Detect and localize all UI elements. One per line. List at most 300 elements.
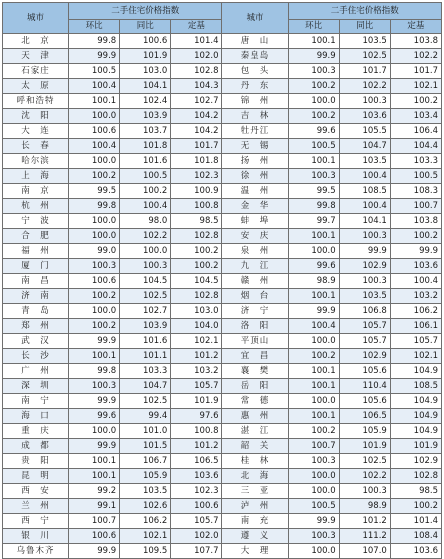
right-base-cell: 104.4: [390, 139, 441, 154]
left-mom-cell: 100.4: [69, 139, 120, 154]
left-base-cell: 102.3: [171, 169, 222, 184]
right-city-cell: 扬 州: [222, 154, 288, 169]
left-mom-cell: 100.3: [69, 379, 120, 394]
table-row: [3, 49, 442, 64]
right-yoy-cell: 103.5: [339, 34, 390, 49]
right-yoy-cell: 105.5: [339, 124, 390, 139]
table-row: [3, 544, 442, 559]
right-city-cell: 洛 阳: [222, 319, 288, 334]
table-row: [3, 289, 442, 304]
left-mom-cell: 99.9: [69, 49, 120, 64]
left-city-cell: 西 宁: [3, 514, 69, 529]
right-yoy-cell: 101.7: [339, 64, 390, 79]
right-city-cell: 唐 山: [222, 34, 288, 49]
left-mom-cell: 100.1: [69, 349, 120, 364]
left-mom-cell: 99.9: [69, 439, 120, 454]
left-city-cell: 上 海: [3, 169, 69, 184]
right-city-cell: 南 充: [222, 514, 288, 529]
left-yoy-cell: 100.0: [120, 244, 171, 259]
left-base-cell: 98.5: [171, 214, 222, 229]
header-index-left: 二手住宅价格指数: [69, 3, 222, 20]
left-mom-cell: 99.5: [69, 184, 120, 199]
left-mom-cell: 100.1: [69, 94, 120, 109]
left-city-cell: 哈尔滨: [3, 154, 69, 169]
left-city-cell: 大 连: [3, 124, 69, 139]
left-base-cell: 102.8: [171, 229, 222, 244]
header-base-right: 定基: [390, 20, 441, 34]
right-yoy-cell: 101.2: [339, 514, 390, 529]
table-row: [3, 454, 442, 469]
right-yoy-cell: 102.9: [339, 349, 390, 364]
right-mom-cell: 99.6: [288, 124, 339, 139]
table-body: [3, 34, 442, 559]
left-mom-cell: 99.8: [69, 199, 120, 214]
left-yoy-cell: 101.0: [120, 424, 171, 439]
table-row: [3, 169, 442, 184]
right-yoy-cell: 110.4: [339, 379, 390, 394]
table-row: [3, 529, 442, 544]
right-base-cell: 103.6: [390, 259, 441, 274]
header-yoy-left: 同比: [120, 20, 171, 34]
right-yoy-cell: 105.6: [339, 394, 390, 409]
right-base-cell: 104.9: [390, 424, 441, 439]
right-city-cell: 韶 关: [222, 439, 288, 454]
left-base-cell: 104.5: [171, 274, 222, 289]
left-city-cell: 石家庄: [3, 64, 69, 79]
right-city-cell: 三 亚: [222, 484, 288, 499]
right-yoy-cell: 100.4: [339, 169, 390, 184]
right-mom-cell: 100.3: [288, 454, 339, 469]
table-row: [3, 34, 442, 49]
right-city-cell: 徐 州: [222, 169, 288, 184]
right-city-cell: 平顶山: [222, 334, 288, 349]
table-row: [3, 214, 442, 229]
right-city-cell: 温 州: [222, 184, 288, 199]
left-base-cell: 102.0: [171, 529, 222, 544]
left-city-cell: 西 安: [3, 484, 69, 499]
left-city-cell: 济 南: [3, 289, 69, 304]
header-city-left: 城市: [3, 3, 69, 34]
left-city-cell: 厦 门: [3, 259, 69, 274]
left-city-cell: 合 肥: [3, 229, 69, 244]
left-base-cell: 97.6: [171, 409, 222, 424]
right-mom-cell: 100.5: [288, 499, 339, 514]
right-base-cell: 100.5: [390, 169, 441, 184]
left-mom-cell: 100.0: [69, 214, 120, 229]
right-city-cell: 泉 州: [222, 244, 288, 259]
left-yoy-cell: 98.0: [120, 214, 171, 229]
right-yoy-cell: 105.7: [339, 319, 390, 334]
table-row: [3, 424, 442, 439]
right-city-cell: 桂 林: [222, 454, 288, 469]
right-yoy-cell: 100.3: [339, 229, 390, 244]
right-base-cell: 102.2: [390, 49, 441, 64]
right-base-cell: 100.2: [390, 229, 441, 244]
left-mom-cell: 99.9: [69, 394, 120, 409]
left-yoy-cell: 102.4: [120, 94, 171, 109]
header-index-right: 二手住宅价格指数: [288, 3, 441, 20]
right-yoy-cell: 102.2: [339, 469, 390, 484]
right-city-cell: 常 德: [222, 394, 288, 409]
left-mom-cell: 100.2: [69, 289, 120, 304]
left-mom-cell: 100.6: [69, 529, 120, 544]
right-mom-cell: 100.7: [288, 439, 339, 454]
right-city-cell: 襄 樊: [222, 364, 288, 379]
right-yoy-cell: 105.9: [339, 424, 390, 439]
table-row: [3, 364, 442, 379]
right-yoy-cell: 100.3: [339, 484, 390, 499]
right-base-cell: 105.7: [390, 334, 441, 349]
left-city-cell: 乌鲁木齐: [3, 544, 69, 559]
right-base-cell: 104.9: [390, 394, 441, 409]
right-city-cell: 吉 林: [222, 109, 288, 124]
right-yoy-cell: 98.9: [339, 499, 390, 514]
left-yoy-cell: 104.5: [120, 274, 171, 289]
right-mom-cell: 100.0: [288, 94, 339, 109]
left-city-cell: 北 京: [3, 34, 69, 49]
left-yoy-cell: 106.7: [120, 454, 171, 469]
left-yoy-cell: 106.2: [120, 514, 171, 529]
right-mom-cell: 99.6: [288, 259, 339, 274]
left-city-cell: 沈 阳: [3, 109, 69, 124]
left-yoy-cell: 104.7: [120, 379, 171, 394]
header-mom-right: 环比: [288, 20, 339, 34]
right-mom-cell: 100.3: [288, 64, 339, 79]
table-row: [3, 484, 442, 499]
right-yoy-cell: 99.9: [339, 244, 390, 259]
right-mom-cell: 100.1: [288, 364, 339, 379]
left-mom-cell: 100.1: [69, 469, 120, 484]
right-city-cell: 岳 阳: [222, 379, 288, 394]
left-city-cell: 武 汉: [3, 334, 69, 349]
right-base-cell: 103.4: [390, 109, 441, 124]
right-yoy-cell: 100.4: [339, 199, 390, 214]
left-city-cell: 银 川: [3, 529, 69, 544]
left-yoy-cell: 101.6: [120, 154, 171, 169]
right-base-cell: 108.3: [390, 184, 441, 199]
right-mom-cell: 99.8: [288, 199, 339, 214]
table-row: [3, 334, 442, 349]
left-city-cell: 长 沙: [3, 349, 69, 364]
table-row: [3, 499, 442, 514]
left-city-cell: 成 都: [3, 439, 69, 454]
right-yoy-cell: 104.1: [339, 214, 390, 229]
right-city-cell: 赣 州: [222, 274, 288, 289]
right-base-cell: 101.7: [390, 64, 441, 79]
left-city-cell: 海 口: [3, 409, 69, 424]
right-yoy-cell: 111.2: [339, 529, 390, 544]
right-base-cell: 106.1: [390, 319, 441, 334]
right-city-cell: 蚌 埠: [222, 214, 288, 229]
table-row: [3, 64, 442, 79]
left-city-cell: 郑 州: [3, 319, 69, 334]
header-base-left: 定基: [171, 20, 222, 34]
right-yoy-cell: 100.3: [339, 94, 390, 109]
right-city-cell: 包 头: [222, 64, 288, 79]
right-mom-cell: 100.1: [288, 289, 339, 304]
left-yoy-cell: 100.4: [120, 199, 171, 214]
table-row: [3, 394, 442, 409]
right-mom-cell: 100.5: [288, 139, 339, 154]
left-mom-cell: 100.6: [69, 124, 120, 139]
left-yoy-cell: 101.6: [120, 334, 171, 349]
left-base-cell: 105.7: [171, 379, 222, 394]
right-mom-cell: 100.1: [288, 229, 339, 244]
left-city-cell: 南 京: [3, 184, 69, 199]
left-yoy-cell: 103.9: [120, 319, 171, 334]
right-mom-cell: 99.5: [288, 184, 339, 199]
right-mom-cell: 100.2: [288, 349, 339, 364]
right-base-cell: 101.9: [390, 439, 441, 454]
right-base-cell: 99.9: [390, 244, 441, 259]
left-city-cell: 深 圳: [3, 379, 69, 394]
right-yoy-cell: 102.5: [339, 454, 390, 469]
left-base-cell: 100.8: [171, 199, 222, 214]
right-base-cell: 108.5: [390, 379, 441, 394]
left-base-cell: 102.3: [171, 484, 222, 499]
table-row: [3, 229, 442, 244]
left-yoy-cell: 101.8: [120, 139, 171, 154]
right-mom-cell: 100.0: [288, 334, 339, 349]
left-yoy-cell: 103.3: [120, 364, 171, 379]
right-base-cell: 100.4: [390, 274, 441, 289]
housing-price-index-table: [2, 2, 442, 559]
right-yoy-cell: 106.8: [339, 304, 390, 319]
right-base-cell: 101.4: [390, 514, 441, 529]
right-city-cell: 烟 台: [222, 289, 288, 304]
right-mom-cell: 100.1: [288, 409, 339, 424]
right-mom-cell: 100.0: [288, 484, 339, 499]
left-yoy-cell: 100.3: [120, 259, 171, 274]
left-mom-cell: 99.9: [69, 334, 120, 349]
left-city-cell: 长 春: [3, 139, 69, 154]
right-yoy-cell: 105.6: [339, 364, 390, 379]
left-yoy-cell: 100.2: [120, 184, 171, 199]
left-yoy-cell: 100.5: [120, 169, 171, 184]
left-mom-cell: 100.4: [69, 79, 120, 94]
left-city-cell: 青 岛: [3, 304, 69, 319]
table-row: [3, 199, 442, 214]
left-base-cell: 103.6: [171, 469, 222, 484]
right-base-cell: 103.3: [390, 154, 441, 169]
table-row: [3, 274, 442, 289]
left-mom-cell: 100.2: [69, 169, 120, 184]
table-row: [3, 124, 442, 139]
left-yoy-cell: 100.6: [120, 34, 171, 49]
right-base-cell: 108.4: [390, 529, 441, 544]
left-mom-cell: 100.3: [69, 259, 120, 274]
left-mom-cell: 100.0: [69, 304, 120, 319]
table-row: [3, 94, 442, 109]
right-base-cell: 103.6: [390, 544, 441, 559]
left-base-cell: 100.9: [171, 184, 222, 199]
left-yoy-cell: 102.5: [120, 394, 171, 409]
left-mom-cell: 100.5: [69, 64, 120, 79]
right-mom-cell: 100.1: [288, 34, 339, 49]
left-base-cell: 103.2: [171, 364, 222, 379]
left-mom-cell: 100.0: [69, 109, 120, 124]
right-base-cell: 100.2: [390, 94, 441, 109]
left-base-cell: 100.2: [171, 244, 222, 259]
table-row: [3, 79, 442, 94]
right-yoy-cell: 107.0: [339, 544, 390, 559]
right-mom-cell: 99.9: [288, 49, 339, 64]
left-base-cell: 100.2: [171, 259, 222, 274]
right-city-cell: 遵 义: [222, 529, 288, 544]
left-base-cell: 103.0: [171, 304, 222, 319]
right-mom-cell: 100.2: [288, 79, 339, 94]
right-yoy-cell: 102.2: [339, 79, 390, 94]
right-city-cell: 金 华: [222, 199, 288, 214]
left-base-cell: 102.7: [171, 94, 222, 109]
left-yoy-cell: 101.1: [120, 349, 171, 364]
left-yoy-cell: 103.7: [120, 124, 171, 139]
right-base-cell: 104.9: [390, 409, 441, 424]
right-mom-cell: 100.4: [288, 319, 339, 334]
right-yoy-cell: 106.5: [339, 409, 390, 424]
table-row: [3, 319, 442, 334]
left-base-cell: 102.8: [171, 64, 222, 79]
left-mom-cell: 100.7: [69, 514, 120, 529]
right-yoy-cell: 103.5: [339, 154, 390, 169]
left-base-cell: 101.2: [171, 439, 222, 454]
table-row: [3, 409, 442, 424]
left-base-cell: 102.1: [171, 334, 222, 349]
header-yoy-right: 同比: [339, 20, 390, 34]
right-base-cell: 103.8: [390, 34, 441, 49]
right-mom-cell: 100.1: [288, 154, 339, 169]
right-mom-cell: 99.7: [288, 214, 339, 229]
right-yoy-cell: 108.5: [339, 184, 390, 199]
table-row: [3, 514, 442, 529]
right-city-cell: 湛 江: [222, 424, 288, 439]
left-mom-cell: 100.0: [69, 154, 120, 169]
header-city-right: 城市: [222, 3, 288, 34]
left-city-cell: 福 州: [3, 244, 69, 259]
price-index-table-panel: [2, 2, 442, 556]
right-city-cell: 锦 州: [222, 94, 288, 109]
left-city-cell: 兰 州: [3, 499, 69, 514]
right-city-cell: 济 宁: [222, 304, 288, 319]
right-mom-cell: 100.1: [288, 379, 339, 394]
left-city-cell: 杭 州: [3, 199, 69, 214]
left-base-cell: 104.0: [171, 319, 222, 334]
left-mom-cell: 100.0: [69, 424, 120, 439]
right-city-cell: 泸 州: [222, 499, 288, 514]
right-base-cell: 100.2: [390, 499, 441, 514]
left-base-cell: 101.8: [171, 154, 222, 169]
table-row: [3, 244, 442, 259]
right-base-cell: 100.7: [390, 199, 441, 214]
right-city-cell: 丹 东: [222, 79, 288, 94]
right-city-cell: 北 海: [222, 469, 288, 484]
right-yoy-cell: 102.9: [339, 259, 390, 274]
right-base-cell: 102.8: [390, 469, 441, 484]
left-base-cell: 107.7: [171, 544, 222, 559]
table-row: [3, 439, 442, 454]
left-mom-cell: 99.8: [69, 364, 120, 379]
right-base-cell: 106.4: [390, 124, 441, 139]
left-yoy-cell: 99.4: [120, 409, 171, 424]
left-yoy-cell: 109.5: [120, 544, 171, 559]
left-yoy-cell: 103.5: [120, 484, 171, 499]
table-row: [3, 304, 442, 319]
right-mom-cell: 100.2: [288, 109, 339, 124]
right-city-cell: 安 庆: [222, 229, 288, 244]
right-yoy-cell: 101.9: [339, 439, 390, 454]
left-yoy-cell: 102.1: [120, 529, 171, 544]
right-city-cell: 九 江: [222, 259, 288, 274]
left-base-cell: 101.9: [171, 394, 222, 409]
left-city-cell: 南 昌: [3, 274, 69, 289]
left-mom-cell: 100.0: [69, 229, 120, 244]
left-city-cell: 广 州: [3, 364, 69, 379]
header-row-main: [3, 3, 442, 20]
right-city-cell: 无 锡: [222, 139, 288, 154]
left-mom-cell: 99.0: [69, 244, 120, 259]
table-row: [3, 469, 442, 484]
left-base-cell: 100.6: [171, 499, 222, 514]
table-row: [3, 139, 442, 154]
right-base-cell: 103.2: [390, 289, 441, 304]
left-city-cell: 天 津: [3, 49, 69, 64]
right-yoy-cell: 103.6: [339, 109, 390, 124]
right-city-cell: 宜 昌: [222, 349, 288, 364]
left-yoy-cell: 101.9: [120, 49, 171, 64]
left-base-cell: 101.4: [171, 34, 222, 49]
right-base-cell: 102.1: [390, 349, 441, 364]
header-mom-left: 环比: [69, 20, 120, 34]
table-row: [3, 259, 442, 274]
right-base-cell: 104.9: [390, 364, 441, 379]
right-mom-cell: 99.9: [288, 514, 339, 529]
left-yoy-cell: 103.9: [120, 109, 171, 124]
right-mom-cell: 100.0: [288, 244, 339, 259]
left-city-cell: 南 宁: [3, 394, 69, 409]
left-mom-cell: 99.6: [69, 409, 120, 424]
left-yoy-cell: 102.5: [120, 289, 171, 304]
right-city-cell: 秦皇岛: [222, 49, 288, 64]
table-row: [3, 154, 442, 169]
left-yoy-cell: 103.0: [120, 64, 171, 79]
table-row: [3, 349, 442, 364]
right-city-cell: 惠 州: [222, 409, 288, 424]
right-mom-cell: 100.3: [288, 529, 339, 544]
right-yoy-cell: 103.5: [339, 289, 390, 304]
right-yoy-cell: 104.7: [339, 139, 390, 154]
left-base-cell: 101.7: [171, 139, 222, 154]
left-base-cell: 104.2: [171, 109, 222, 124]
table-row: [3, 379, 442, 394]
right-yoy-cell: 100.3: [339, 274, 390, 289]
right-mom-cell: 100.2: [288, 424, 339, 439]
left-yoy-cell: 105.9: [120, 469, 171, 484]
left-base-cell: 102.8: [171, 289, 222, 304]
left-yoy-cell: 102.7: [120, 304, 171, 319]
table-row: [3, 109, 442, 124]
left-mom-cell: 100.2: [69, 319, 120, 334]
right-yoy-cell: 105.7: [339, 334, 390, 349]
left-base-cell: 104.3: [171, 79, 222, 94]
table-row: [3, 184, 442, 199]
left-mom-cell: 99.1: [69, 499, 120, 514]
right-yoy-cell: 102.5: [339, 49, 390, 64]
right-base-cell: 103.8: [390, 214, 441, 229]
left-city-cell: 宁 波: [3, 214, 69, 229]
left-yoy-cell: 104.1: [120, 79, 171, 94]
right-base-cell: 106.2: [390, 304, 441, 319]
left-mom-cell: 100.6: [69, 274, 120, 289]
